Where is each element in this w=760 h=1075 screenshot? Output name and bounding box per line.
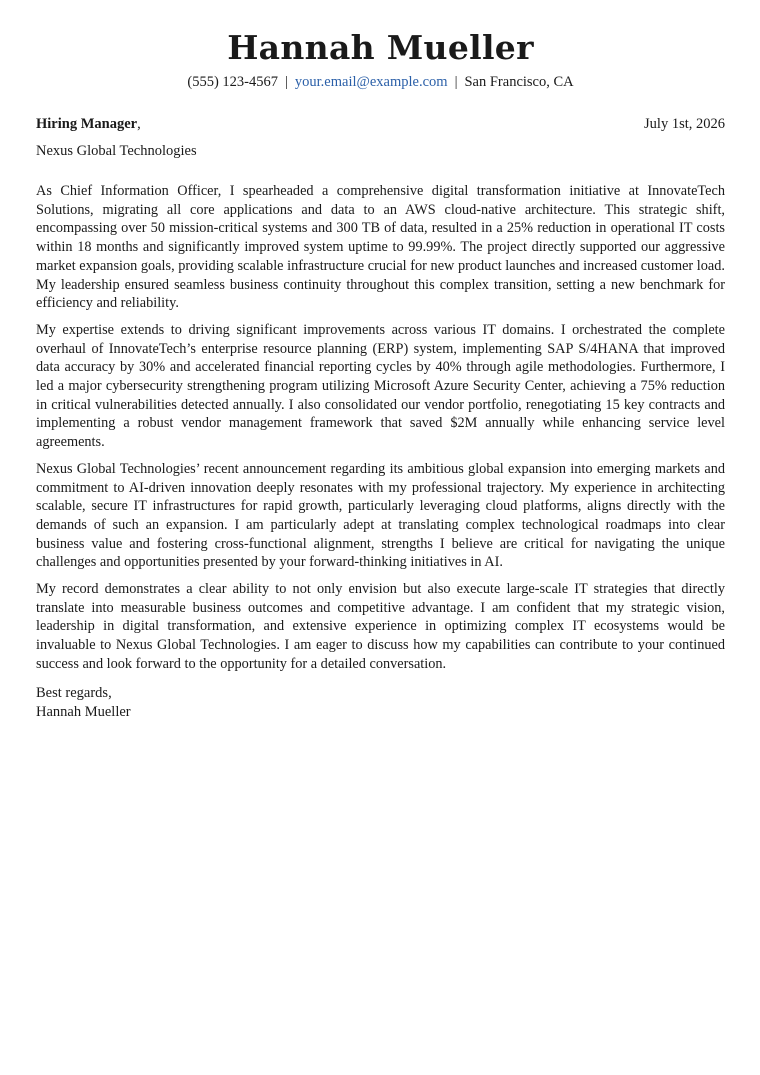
company-name: Nexus Global Technologies	[36, 143, 197, 159]
signature-name: Hannah Mueller	[36, 703, 131, 720]
cover-letter-page	[36, 28, 725, 722]
applicant-name: Hannah Mueller	[227, 28, 534, 67]
body-paragraph: My expertise extends to driving significant improvements across various IT domains. I orchestrated the complete overhaul of InnovateTech’s enterprise resource planning (ERP) system, implementing SAP S/4HANA that improved data accuracy by 30% and accelerated financial reporting cycles by 40% through agile methodologies. Furthermore, I led a major cybersecurity strengthening program utilizing Microsoft Azure Security Center, achieving a 75% reduction in critical vulnerabilities detected annually. I also consolidated our vendor portfolio, renegotiating 15 key contracts and implementing a robust vendor management framework that saved $2M annually while enhancing service level agreements.	[36, 321, 725, 451]
recipient	[36, 115, 141, 133]
email-link[interactable]: your.email@example.com	[294, 74, 448, 90]
letter-body	[36, 182, 725, 674]
contact-line	[36, 73, 725, 91]
contact-separator: |	[454, 74, 458, 90]
body-paragraph: Nexus Global Technologies’ recent announcement regarding its ambitious global expansion into emerging markets and commitment to AI-driven innovation deeply resonates with my professional trajectory. My experience in architecting scalable, secure IT infrastructures for rapid growth, particularly leveraging cloud platforms, aligns directly with the demands of such an expansion. I am particularly adept at translating complex technological roadmaps into clear business value and fostering cross-functional alignment, strengths I believe are critical for navigating the unique challenges and opportunities presented by your forward-thinking initiatives in AI.	[36, 460, 725, 571]
phone-number: (555) 123-4567	[187, 74, 278, 90]
recipient-date-row	[36, 115, 725, 133]
recipient-suffix: ,	[137, 116, 141, 132]
body-paragraph: My record demonstrates a clear ability to not only envision but also execute large-scale IT strategies that directly translate into measurable business outcomes and competitive advantage. I am confident that my strategic vision, leadership in digital transformation, and extensive experience in optimizing complex IT ecosystems would be invaluable to Nexus Global Technologies. I am eager to discuss how my capabilities can contribute to your continued success and look forward to the opportunity for a detailed conversation.	[36, 581, 725, 672]
closing-salutation: Best regards,	[36, 684, 112, 701]
recipient-name: Hiring Manager	[36, 116, 138, 132]
letter-date: July 1st, 2026	[644, 116, 725, 132]
location: San Francisco, CA	[464, 74, 574, 90]
closing-block	[36, 684, 725, 722]
contact-separator: |	[285, 74, 288, 90]
body-paragraph: As Chief Information Officer, I spearheaded a comprehensive digital transformation initiative at InnovateTech Solutions, migrating all core applications and data to an AWS cloud-native architecture. This strategic shift, encompassing over 50 mission-critical systems and 300 TB of data, resulted in a 25% reduction in operational IT costs within 18 months and significantly improved system uptime to 99.99%. The project directly supported our aggressive market expansion goals, providing scalable infrastructure crucial for new product launches and increased customer load. My leadership ensured seamless business continuity throughout this complex transition, setting a new benchmark for efficiency and reliability.	[36, 183, 725, 312]
